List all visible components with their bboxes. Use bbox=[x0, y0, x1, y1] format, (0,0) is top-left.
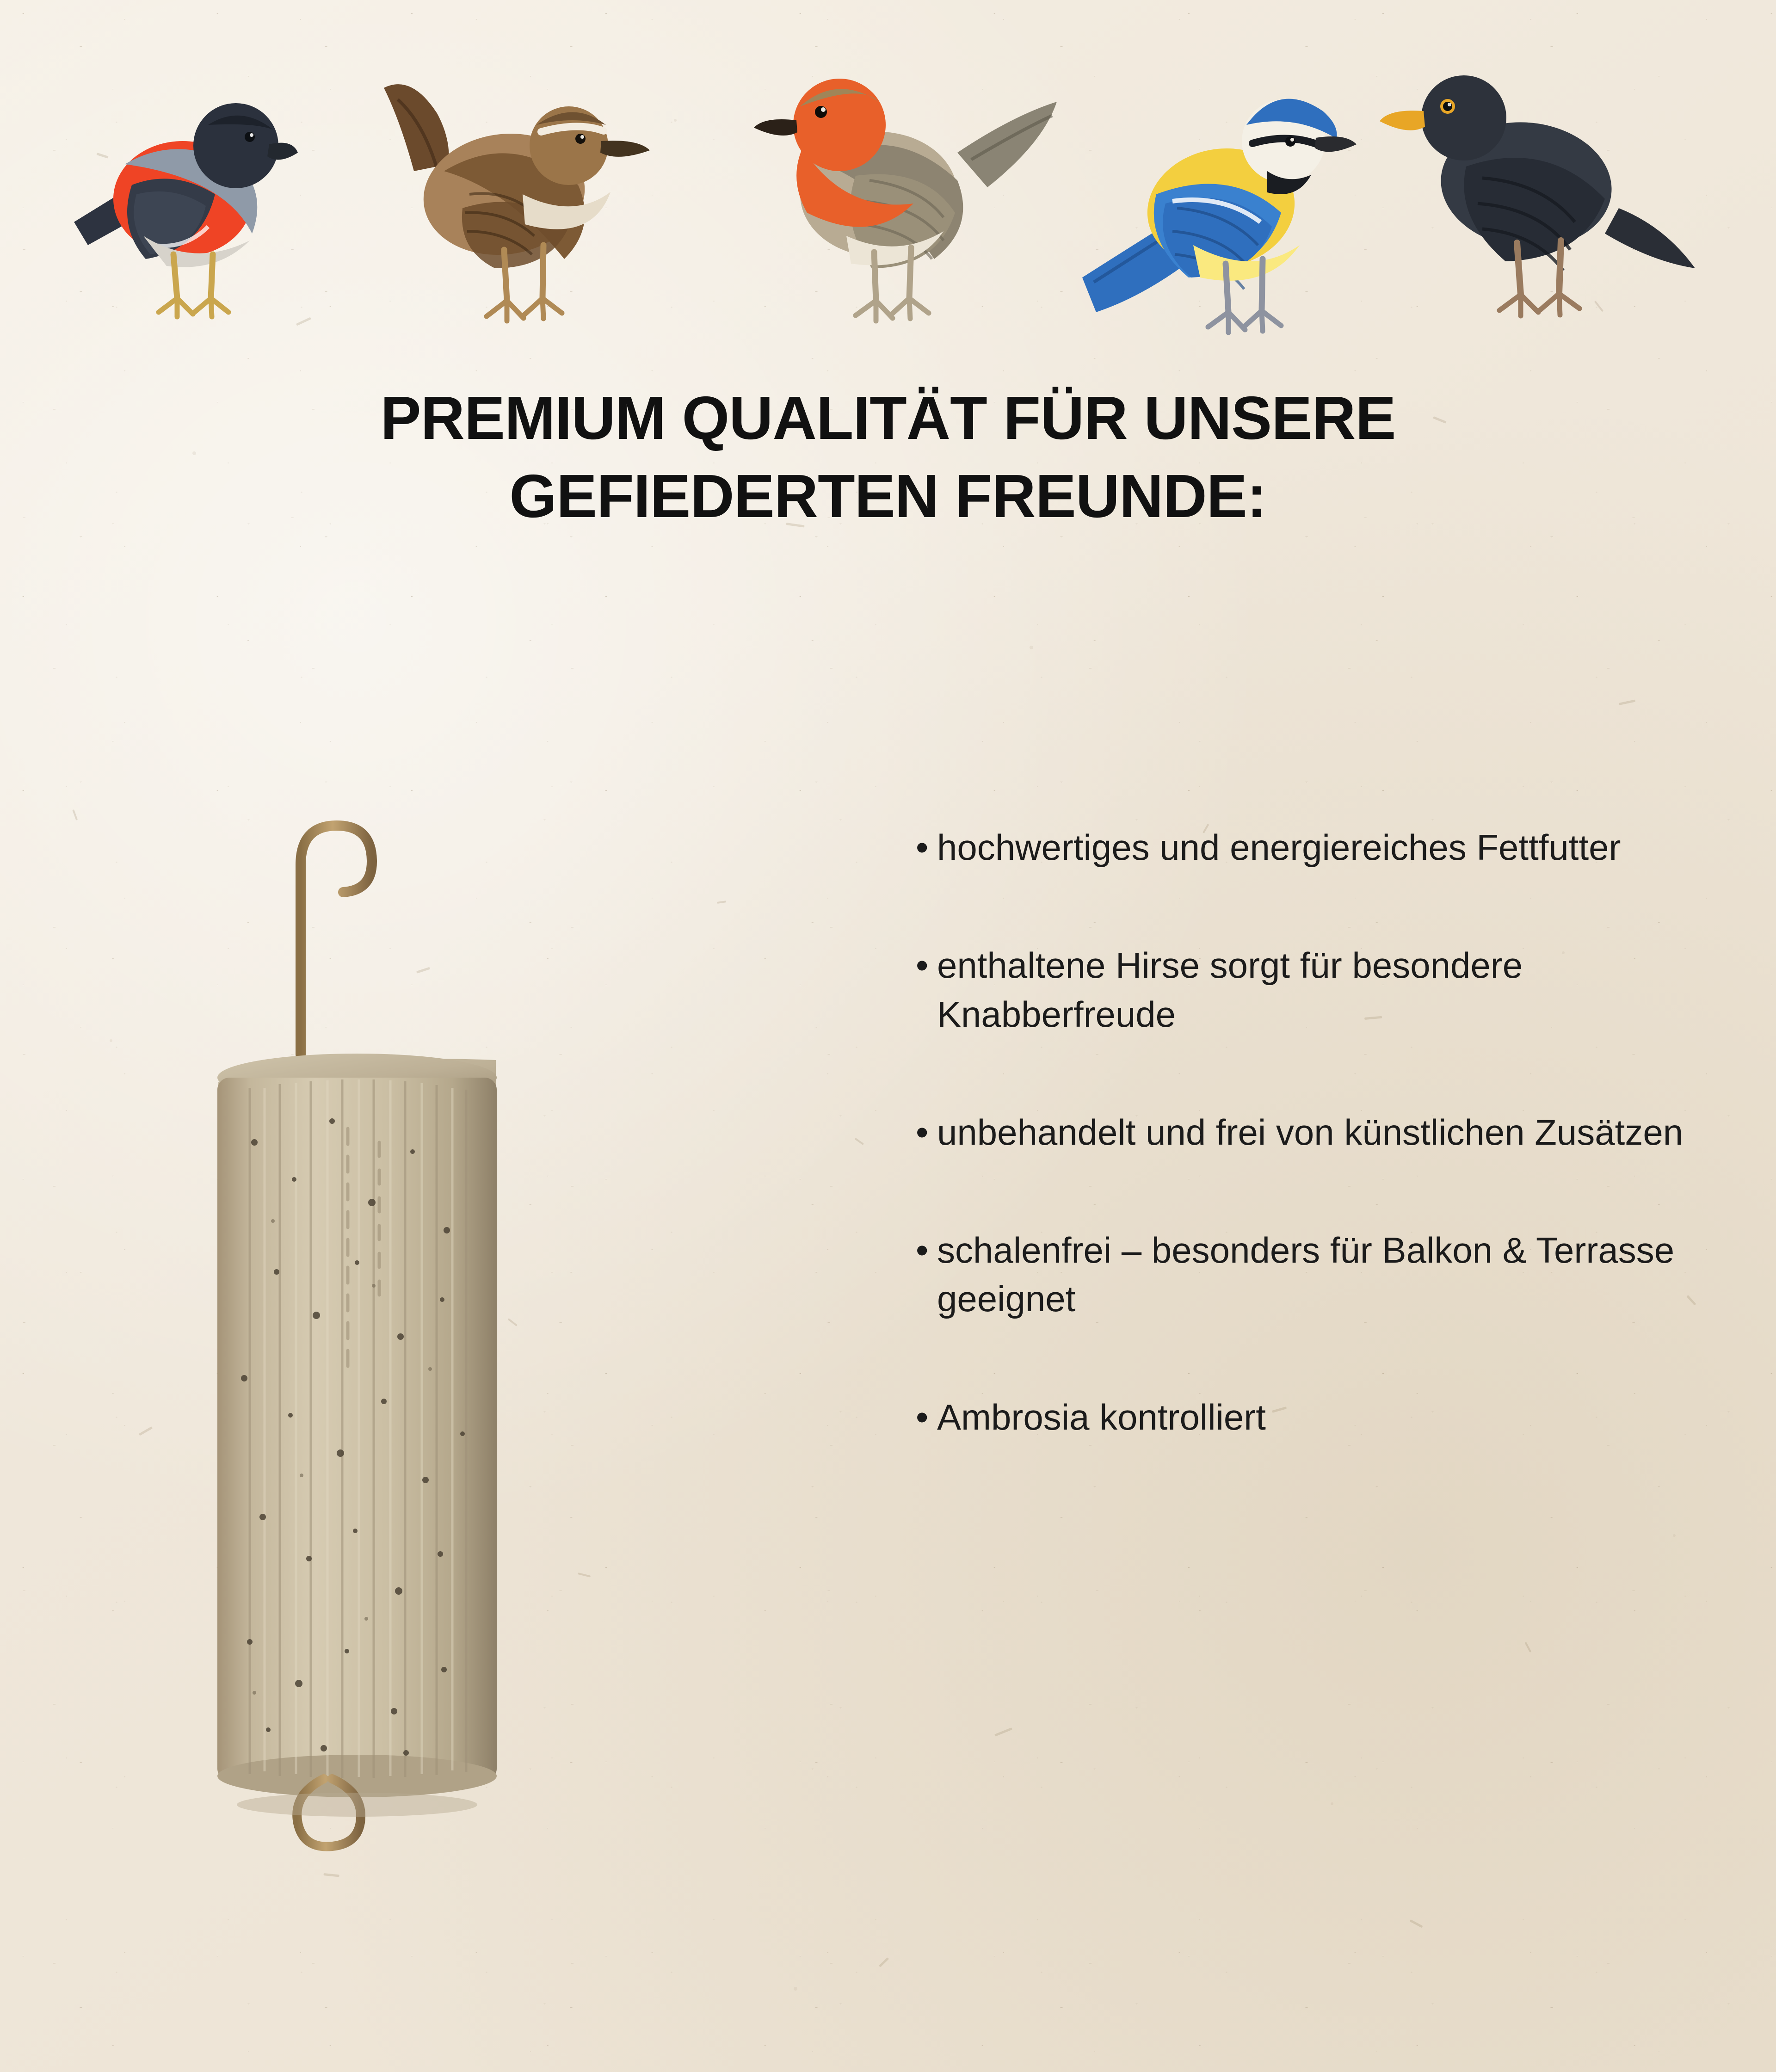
bullet-icon: • bbox=[916, 1230, 929, 1271]
bullet-icon: • bbox=[916, 827, 929, 868]
blackbird-illustration bbox=[1378, 42, 1702, 358]
list-item bbox=[916, 1393, 1702, 1442]
list-item-label: enthaltene Hirse sorgt für besondere Knabberfreude bbox=[937, 945, 1523, 1035]
bullfinch-illustration bbox=[56, 46, 314, 354]
wren-illustration bbox=[370, 56, 657, 363]
robin-illustration bbox=[740, 42, 1064, 358]
headline-line-1: PREMIUM QUALITÄT FÜR UNSERE bbox=[380, 384, 1396, 452]
bullet-icon: • bbox=[916, 1111, 929, 1153]
list-item bbox=[916, 823, 1702, 872]
bullet-icon: • bbox=[916, 945, 929, 986]
list-item bbox=[916, 1108, 1702, 1157]
page-title bbox=[0, 379, 1776, 536]
suet-block-with-hook bbox=[185, 712, 740, 1933]
list-item-label: unbehandelt und frei von künstlichen Zusätzen bbox=[937, 1111, 1684, 1153]
bullet-icon: • bbox=[916, 1396, 929, 1437]
list-item-label: hochwertiges und energiereiches Fettfutter bbox=[937, 827, 1621, 868]
list-item-label: schalenfrei – besonders für Balkon & Terrasse geeignet bbox=[937, 1230, 1675, 1320]
feature-list bbox=[916, 823, 1702, 1511]
list-item-label: Ambrosia kontrolliert bbox=[937, 1396, 1266, 1437]
blue-tit-illustration bbox=[1073, 56, 1369, 372]
list-item bbox=[916, 1226, 1702, 1324]
list-item bbox=[916, 941, 1702, 1039]
bird-illustration-row bbox=[0, 28, 1776, 352]
headline-line-2: GEFIEDERTEN FREUNDE: bbox=[509, 462, 1267, 530]
